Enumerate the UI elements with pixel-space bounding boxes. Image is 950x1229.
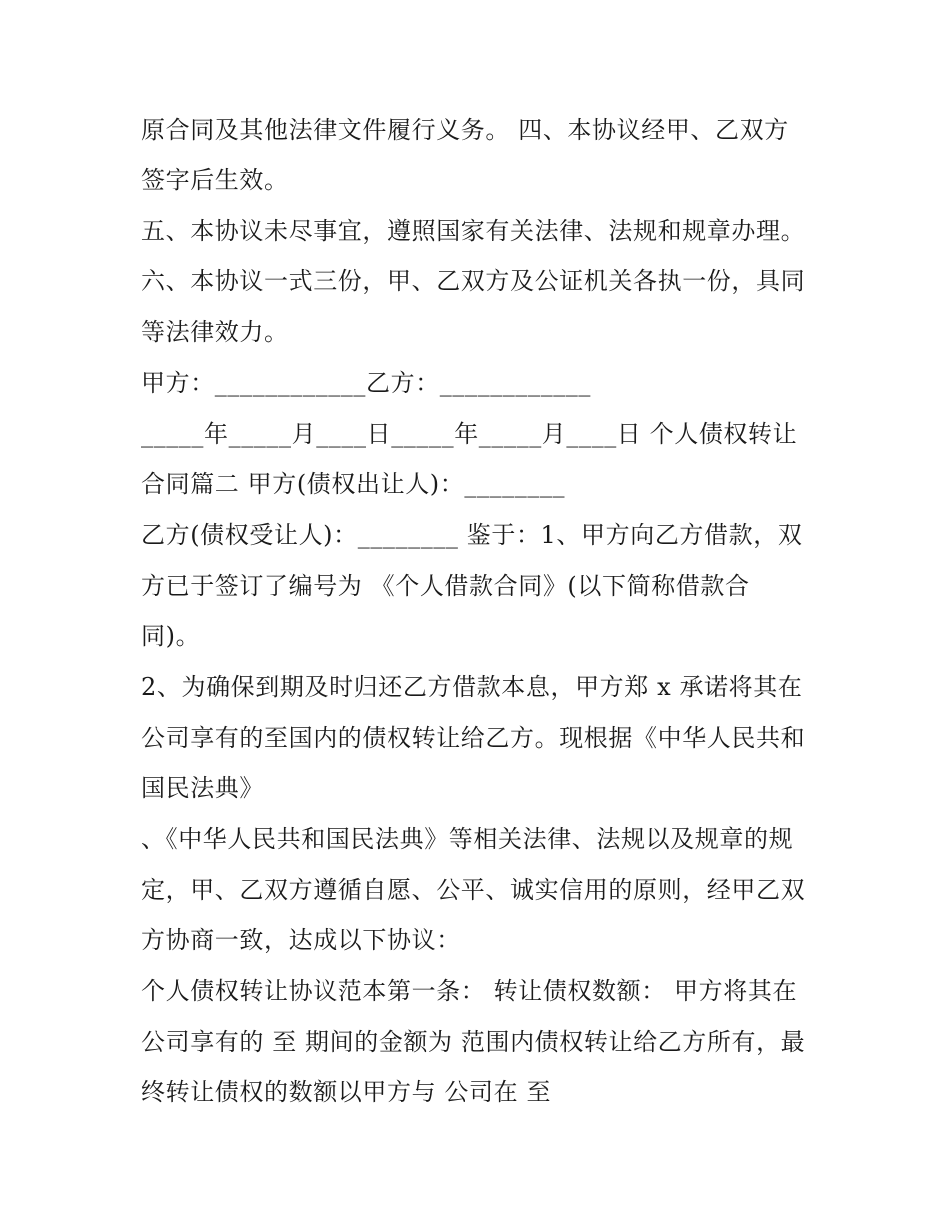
text-line-9: 乙方(债权受让人)：________ 鉴于：1、甲方向乙方借款，双 bbox=[141, 521, 803, 549]
text-line-15: 、《中华人民共和国民法典》等相关法律、法规以及规章的规 bbox=[141, 825, 794, 853]
text-line-17: 方协商一致，达成以下协议： bbox=[141, 926, 461, 954]
text-line-13: 公司享有的至国内的债权转让给乙方。现根据《中华人民共和 bbox=[141, 724, 806, 752]
text-line-16: 定，甲、乙双方遵循自愿、公平、诚实信用的原则，经甲乙双 bbox=[141, 876, 806, 904]
text-line-20: 终转让债权的数额以甲方与 公司在 至 bbox=[141, 1078, 552, 1106]
text-line-19: 公司享有的 至 期间的金额为 范围内债权转让给乙方所有，最 bbox=[141, 1028, 806, 1056]
text-line-5: 等法律效力。 bbox=[141, 318, 289, 346]
text-line-7: _____年_____月____日_____年_____月____日 个人债权转让 bbox=[141, 420, 798, 448]
text-line-3: 五、本协议未尽事宜，遵照国家有关法律、法规和规章办理。 bbox=[141, 217, 806, 245]
text-line-6: 甲方：____________乙方：____________ bbox=[141, 369, 591, 397]
text-line-4: 六、本协议一式三份，甲、乙双方及公证机关各执一份，具同 bbox=[141, 267, 806, 295]
text-line-12: 2、为确保到期及时归还乙方借款本息，甲方郑 x 承诺将其在 bbox=[141, 673, 803, 701]
text-line-10: 方已于签订了编号为 《个人借款合同》(以下简称借款合 bbox=[141, 572, 750, 600]
text-line-11: 同)。 bbox=[141, 622, 201, 650]
text-line-1: 原合同及其他法律文件履行义务。 四、本协议经甲、乙双方 bbox=[141, 116, 789, 144]
text-line-14: 国民法典》 bbox=[141, 774, 264, 802]
text-line-8: 合同篇二 甲方(债权出让人)：________ bbox=[141, 470, 566, 498]
text-line-2: 签字后生效。 bbox=[141, 166, 289, 194]
text-line-18: 个人债权转让协议范本第一条： 转让债权数额： 甲方将其在 bbox=[141, 977, 798, 1005]
